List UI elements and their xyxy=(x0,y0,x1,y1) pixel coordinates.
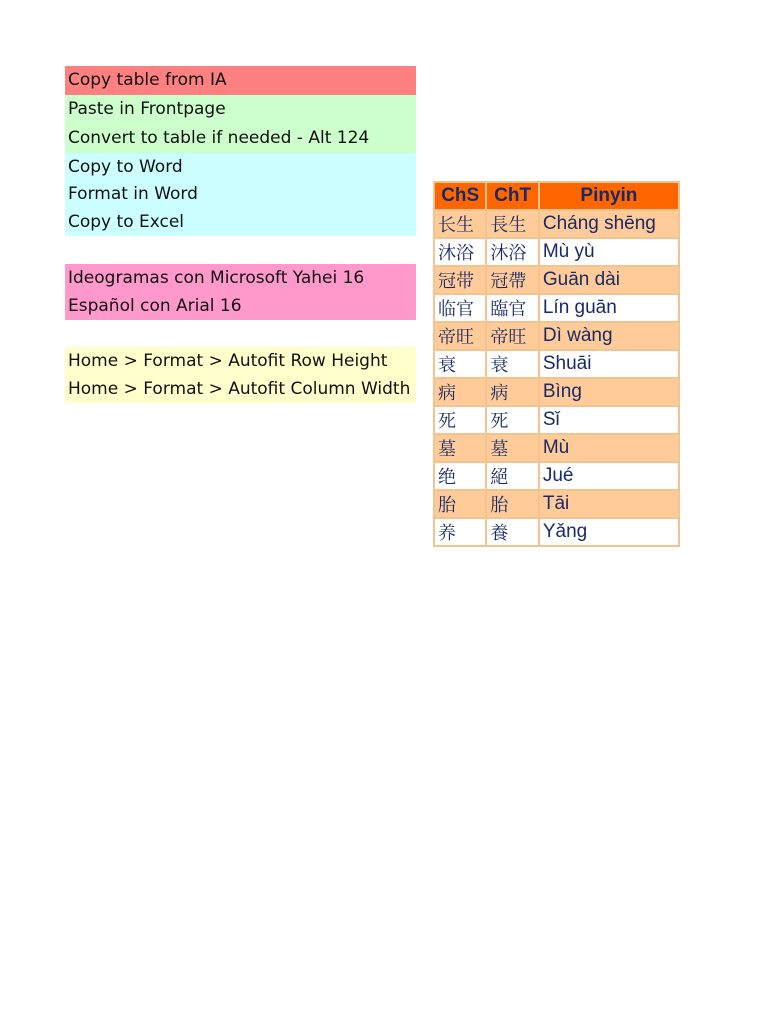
cell-pinyin: Lín guān xyxy=(539,294,679,322)
cell-chs: 绝 xyxy=(434,462,486,490)
header-cht: ChT xyxy=(486,182,538,210)
note-ideogramas: Ideogramas con Microsoft Yahei 16 xyxy=(65,264,416,292)
note-espanol: Español con Arial 16 xyxy=(65,292,416,320)
note-autofit-row: Home > Format > Autofit Row Height xyxy=(65,347,416,375)
pinyin-table xyxy=(433,181,680,547)
table-row xyxy=(434,322,679,350)
cell-cht: 冠帶 xyxy=(486,266,538,294)
cell-cht: 臨官 xyxy=(486,294,538,322)
cell-cht: 絕 xyxy=(486,462,538,490)
note-copy-excel: Copy to Excel xyxy=(65,208,416,236)
header-pinyin: Pinyin xyxy=(539,182,679,210)
cell-pinyin: Guān dài xyxy=(539,266,679,294)
cell-pinyin: Shuāi xyxy=(539,350,679,378)
cell-chs: 墓 xyxy=(434,434,486,462)
cell-pinyin: Tāi xyxy=(539,490,679,518)
table-header-row xyxy=(434,182,679,210)
cell-chs: 病 xyxy=(434,378,486,406)
note-format-word: Format in Word xyxy=(65,181,416,208)
cell-pinyin: Bìng xyxy=(539,378,679,406)
table-row xyxy=(434,266,679,294)
table-row xyxy=(434,378,679,406)
note-autofit-column: Home > Format > Autofit Column Width xyxy=(65,375,416,403)
cell-chs: 临官 xyxy=(434,294,486,322)
table-row xyxy=(434,518,679,546)
cell-pinyin: Mù yù xyxy=(539,238,679,266)
cell-cht: 養 xyxy=(486,518,538,546)
table-row xyxy=(434,406,679,434)
note-convert-table: Convert to table if needed - Alt 124 xyxy=(65,124,416,153)
note-copy-word: Copy to Word xyxy=(65,153,416,181)
cell-chs: 胎 xyxy=(434,490,486,518)
cell-chs: 长生 xyxy=(434,210,486,238)
cell-cht: 帝旺 xyxy=(486,322,538,350)
note-paste-frontpage: Paste in Frontpage xyxy=(65,95,416,124)
table-row xyxy=(434,462,679,490)
cell-chs: 沐浴 xyxy=(434,238,486,266)
table-row xyxy=(434,350,679,378)
cell-cht: 衰 xyxy=(486,350,538,378)
cell-cht: 墓 xyxy=(486,434,538,462)
cell-cht: 沐浴 xyxy=(486,238,538,266)
cell-chs: 帝旺 xyxy=(434,322,486,350)
note-copy-table: Copy table from IA xyxy=(65,66,416,95)
cell-chs: 养 xyxy=(434,518,486,546)
table-row xyxy=(434,490,679,518)
cell-pinyin: Jué xyxy=(539,462,679,490)
header-chs: ChS xyxy=(434,182,486,210)
cell-pinyin: Yǎng xyxy=(539,518,679,546)
cell-cht: 死 xyxy=(486,406,538,434)
table-row xyxy=(434,434,679,462)
cell-pinyin: Sǐ xyxy=(539,406,679,434)
cell-pinyin: Cháng shēng xyxy=(539,210,679,238)
cell-cht: 長生 xyxy=(486,210,538,238)
cell-chs: 冠带 xyxy=(434,266,486,294)
cell-chs: 死 xyxy=(434,406,486,434)
cell-pinyin: Mù xyxy=(539,434,679,462)
cell-cht: 病 xyxy=(486,378,538,406)
table-row xyxy=(434,210,679,238)
table-row xyxy=(434,238,679,266)
cell-chs: 衰 xyxy=(434,350,486,378)
table-row xyxy=(434,294,679,322)
cell-pinyin: Dì wàng xyxy=(539,322,679,350)
cell-cht: 胎 xyxy=(486,490,538,518)
